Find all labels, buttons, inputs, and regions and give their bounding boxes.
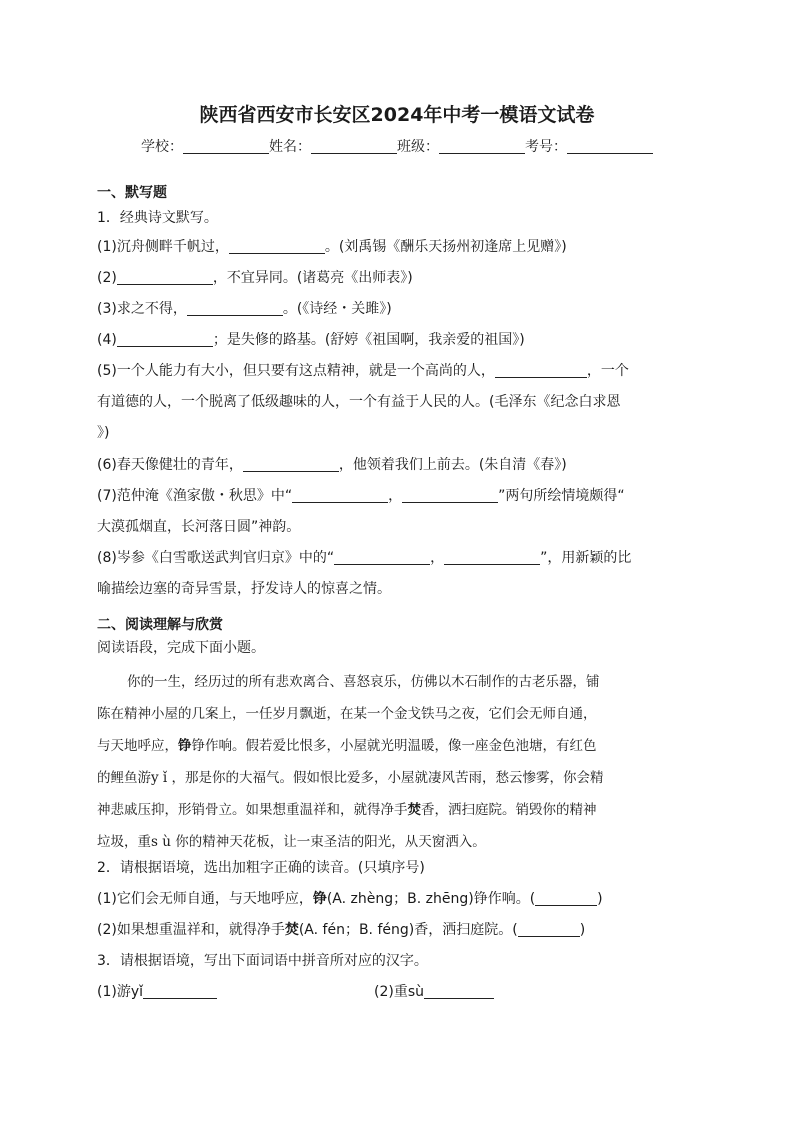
q1-part-8-line2: 喻描绘边塞的奇异雪景，抒发诗人的惊喜之情。	[97, 581, 391, 597]
answer-blank[interactable]	[334, 550, 430, 565]
reading-intro: 阅读语段，完成下面小题。	[97, 640, 265, 656]
answer-blank[interactable]	[243, 457, 339, 472]
answer-blank[interactable]	[187, 301, 283, 316]
bold-char: 焚	[284, 922, 299, 938]
q3-part-2: (2)重sù	[374, 981, 494, 1001]
answer-blank[interactable]	[117, 270, 213, 285]
bold-char: 焚	[407, 802, 421, 818]
answer-blank[interactable]	[229, 239, 325, 254]
q2-part-1: (1)它们会无师自通，与天地呼应，铮(A. zhèng；B. zhēng)铮作响。( )	[97, 891, 603, 907]
q1-part-5-line2: 有道德的人，一个脱离了低级趣味的人，一个有益于人民的人。(毛泽东《纪念白求恩	[97, 394, 621, 410]
q1-part-8-line1: (8)岑参《白雪歌送武判官归京》中的“ ， ”，用新颖的比	[97, 550, 632, 566]
school-label: 学校：	[141, 139, 183, 155]
answer-blank[interactable]	[535, 891, 597, 906]
bold-char: 铮	[178, 738, 192, 754]
passage-line: 的鲤鱼游y ǐ ，那是你的大福气。假如恨比爱多，小屋就凄风苦雨，愁云惨雾，你会精	[97, 770, 604, 786]
passage-line: 陈在精神小屋的几案上，一任岁月飘逝，在某一个金戈铁马之夜，它们会无师自通，	[97, 706, 597, 722]
student-info-line	[0, 136, 794, 156]
q2-part-2: (2)如果想重温祥和，就得净手焚(A. fén；B. féng)香，洒扫庭院。( )	[97, 922, 586, 938]
name-blank[interactable]	[311, 139, 397, 154]
answer-blank[interactable]	[444, 550, 540, 565]
answer-blank[interactable]	[495, 363, 587, 378]
q1-part-5-line3: 》)	[97, 425, 110, 441]
q1-part-3: (3)求之不得， 。(《诗经・关雎》)	[97, 301, 392, 317]
question-3-intro: 3．请根据语境，写出下面词语中拼音所对应的汉字。	[97, 953, 428, 969]
q3-part-1: (1)游yǐ	[97, 981, 217, 1001]
answer-blank[interactable]	[424, 984, 494, 999]
question-1-intro: 1．经典诗文默写。	[97, 210, 218, 226]
number-blank[interactable]	[567, 139, 653, 154]
page-title: 陕西省西安市长安区2024年中考一模语文试卷	[199, 104, 595, 126]
class-label: 班级：	[397, 139, 439, 155]
passage-line: 你的一生，经历过的所有悲欢离合、喜怒哀乐，仿佛以木石制作的古老乐器，铺	[127, 674, 600, 690]
answer-blank[interactable]	[143, 984, 217, 999]
bold-char: 铮	[312, 891, 327, 907]
class-blank[interactable]	[439, 139, 525, 154]
answer-blank[interactable]	[402, 488, 498, 503]
q1-part-4: (4) ；是失修的路基。(舒婷《祖国啊，我亲爱的祖国》)	[97, 332, 525, 348]
number-label: 考号：	[525, 139, 567, 155]
passage-line: 垃圾，重s ù 你的精神天花板，让一束圣洁的阳光，从天窗洒入。	[97, 834, 486, 850]
passage-line: 神悲戚压抑，形销骨立。如果想重温祥和，就得净手焚香，洒扫庭院。销毁你的精神	[97, 802, 597, 818]
section-heading-reading: 二、阅读理解与欣赏	[97, 617, 223, 633]
answer-blank[interactable]	[518, 922, 580, 937]
q1-part-5-line1: (5)一个人能力有大小，但只要有这点精神，就是一个高尚的人， ，一个	[97, 363, 629, 379]
passage-line: 与天地呼应，铮铮作响。假若爱比恨多，小屋就光明温暖，像一座金色池塘，有红色	[97, 738, 597, 754]
section-heading-recitation: 一、默写题	[97, 185, 167, 201]
question-2-intro: 2．请根据语境，选出加粗字正确的读音。(只填序号)	[97, 860, 425, 876]
q1-part-2: (2) ，不宜异同。(诸葛亮《出师表》)	[97, 270, 413, 286]
name-label: 姓名：	[269, 139, 311, 155]
q1-part-1: (1)沉舟侧畔千帆过， 。(刘禹锡《酬乐天扬州初逢席上见赠》)	[97, 239, 567, 255]
answer-blank[interactable]	[292, 488, 388, 503]
q1-part-6: (6)春天像健壮的青年， ，他领着我们上前去。(朱自清《春》)	[97, 457, 567, 473]
school-blank[interactable]	[183, 139, 269, 154]
q1-part-7-line2: 大漠孤烟直，长河落日圆”神韵。	[97, 519, 301, 535]
q1-part-7-line1: (7)范仲淹《渔家傲・秋思》中“ ， ”两句所绘情境颇得“	[97, 488, 625, 504]
answer-blank[interactable]	[117, 332, 213, 347]
